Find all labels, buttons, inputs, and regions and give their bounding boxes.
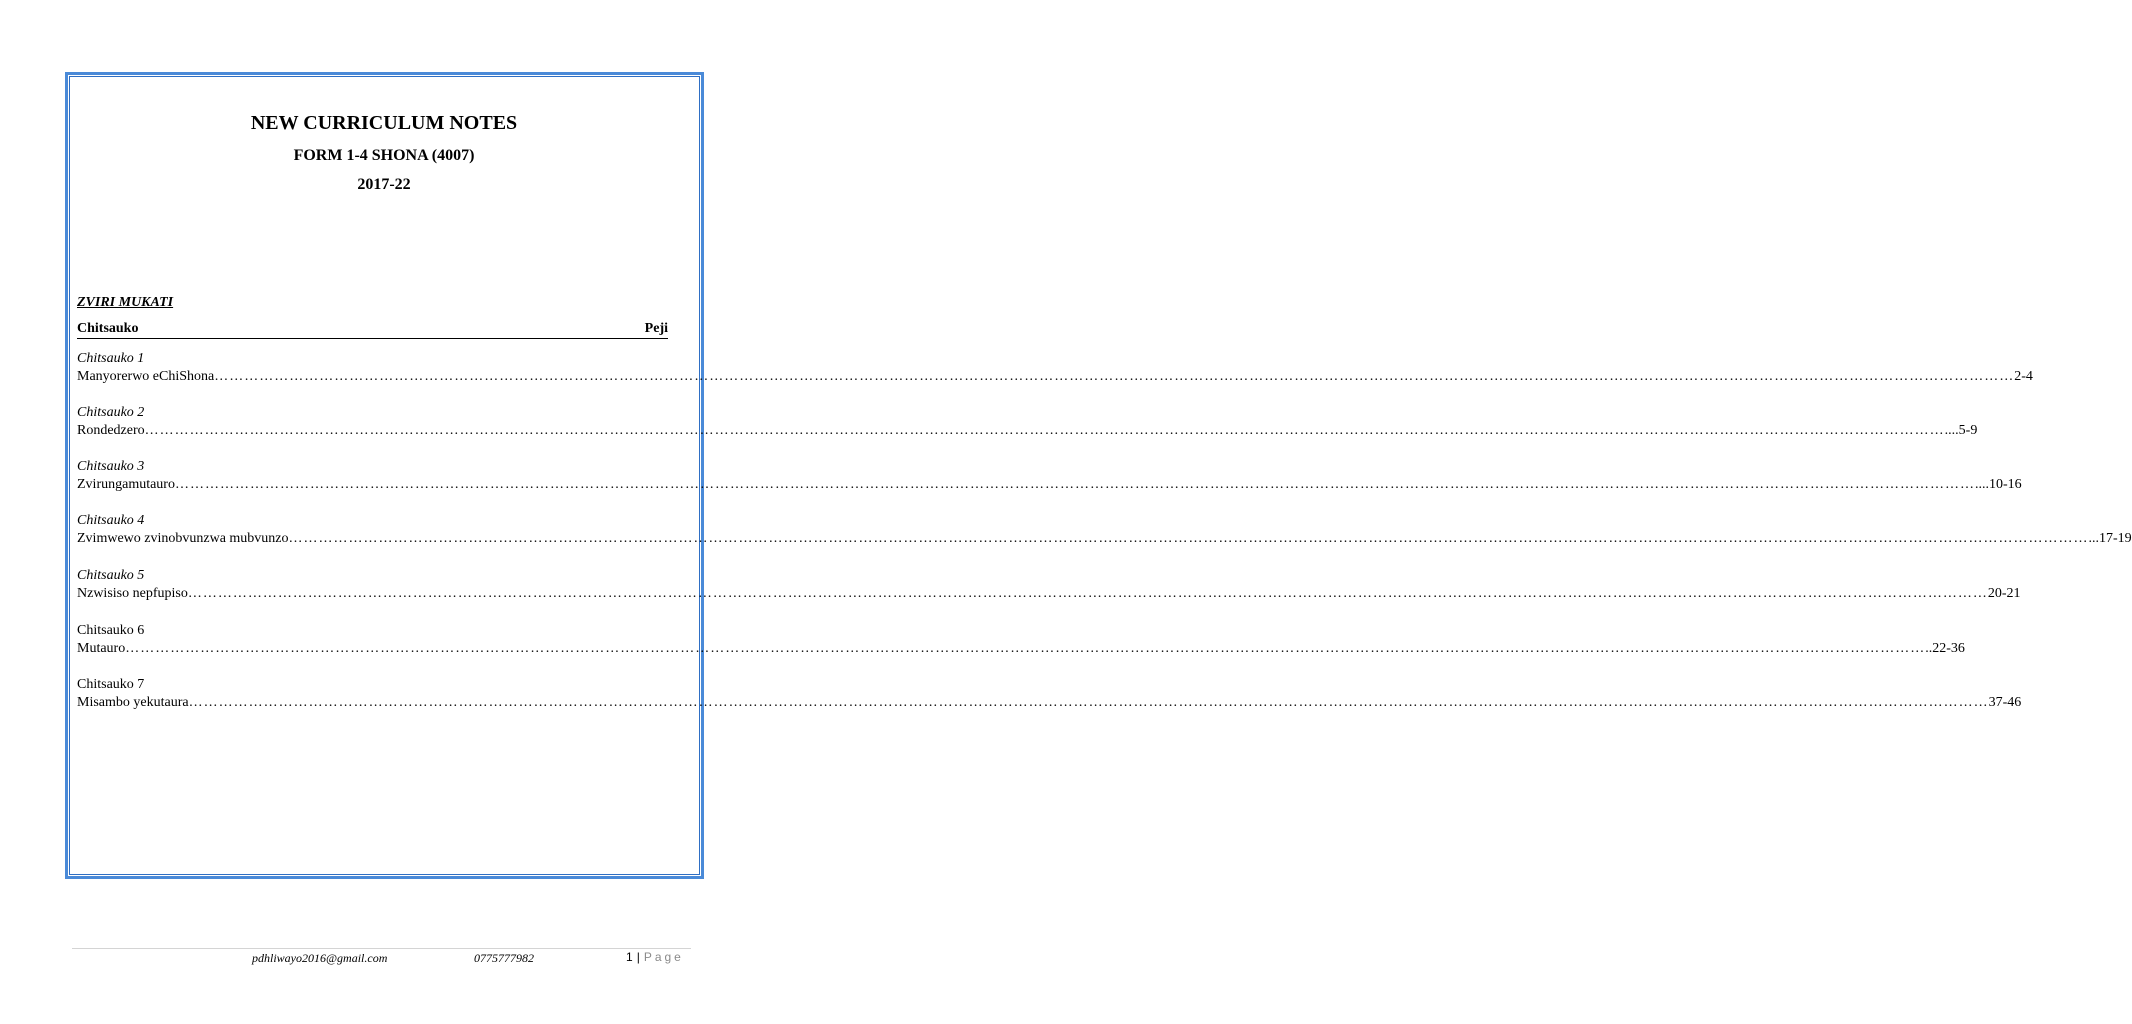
leader-dots: ……………………………………………………………………………………………………………………………………………………………………………………………………………………………………………………………………………………………………………………………… xyxy=(125,641,1926,656)
chapter-pages: ....5-9 xyxy=(1944,423,1978,438)
chapter-title: Nzwisiso nepfupiso xyxy=(77,586,188,601)
leader-dots: ……………………………………………………………………………………………………………………………………………………………………………………………………………………………………………………………………………………………………………………………… xyxy=(174,477,1975,492)
contents-entry xyxy=(77,350,2033,386)
leader-dots: ……………………………………………………………………………………………………………………………………………………………………………………………………………………………………………………………………………………………………………………………… xyxy=(214,369,2015,384)
chapter-title: Zvirungamutauro xyxy=(77,477,175,492)
leader-dots: ……………………………………………………………………………………………………………………………………………………………………………………………………………………………………………………………………………………………………………………………… xyxy=(187,586,1988,601)
chapter-title: Misambo yekutaura xyxy=(77,695,189,710)
chapter-row xyxy=(77,529,2132,548)
chapter-pages: 2-4 xyxy=(2014,369,2033,384)
chapter-pages: 37-46 xyxy=(1988,695,2022,710)
chapter-label: Chitsauko 4 xyxy=(77,513,145,528)
leader-dots: ……………………………………………………………………………………………………………………………………………………………………………………………………………………………………………………………………………………………………………………………… xyxy=(188,695,1989,710)
chapter-row xyxy=(77,367,2033,386)
document-title: NEW CURRICULUM NOTES xyxy=(250,112,518,134)
chapter-row xyxy=(77,693,2022,712)
chapter-title: Manyorerwo eChiShona xyxy=(77,369,215,384)
chapter-pages: ...17-19 xyxy=(2088,531,2132,546)
chapter-row xyxy=(77,639,1965,658)
chapter-title: Mutauro xyxy=(77,641,126,656)
chapter-pages: ..22-36 xyxy=(1925,641,1965,656)
contents-column-header xyxy=(77,321,668,339)
leader-dots: ……………………………………………………………………………………………………………………………………………………………………………………………………………………………………………………………………………………………………………………………… xyxy=(144,423,1945,438)
contents-entry xyxy=(77,622,1965,658)
contents-entry xyxy=(77,676,2022,712)
chapter-label: Chitsauko 1 xyxy=(77,351,145,366)
chapter-title: Rondedzero xyxy=(77,423,145,438)
chapter-label: Chitsauko 2 xyxy=(77,405,145,420)
contents-heading: ZVIRI MUKATI xyxy=(77,295,174,310)
document-years: 2017-22 xyxy=(357,176,411,193)
chapter-row xyxy=(77,475,2022,494)
chapter-pages: 20-21 xyxy=(1987,586,2021,601)
chapter-row xyxy=(77,421,1978,440)
page-word: Page xyxy=(643,950,684,964)
chapter-label: Chitsauko 3 xyxy=(77,459,145,474)
page-number xyxy=(626,950,684,964)
footer-email: pdhliwayo2016@gmail.com xyxy=(252,951,388,965)
contents-entry xyxy=(77,567,2021,603)
page-separator: | xyxy=(636,950,640,964)
page-number-value: 1 xyxy=(626,950,633,964)
chapter-title: Zvimwewo zvinobvunzwa mubvunzo xyxy=(77,531,289,546)
column-chapter-label: Chitsauko xyxy=(77,321,139,336)
chapter-label: Chitsauko 5 xyxy=(77,568,145,583)
contents-entry xyxy=(77,458,2022,494)
chapter-label: Chitsauko 7 xyxy=(77,677,145,692)
chapter-label: Chitsauko 6 xyxy=(77,623,145,638)
document-subtitle: FORM 1-4 SHONA (4007) xyxy=(293,147,475,164)
chapter-pages: ....10-16 xyxy=(1974,477,2022,492)
footer-phone: 0775777982 xyxy=(474,951,534,965)
contents-entry xyxy=(77,512,2132,548)
chapter-row xyxy=(77,584,2021,603)
column-page-label: Peji xyxy=(644,321,668,336)
footer-divider xyxy=(72,948,691,949)
contents-entry xyxy=(77,404,1978,440)
leader-dots: ……………………………………………………………………………………………………………………………………………………………………………………………………………………………………………………………………………………………………………………………… xyxy=(288,531,2089,546)
